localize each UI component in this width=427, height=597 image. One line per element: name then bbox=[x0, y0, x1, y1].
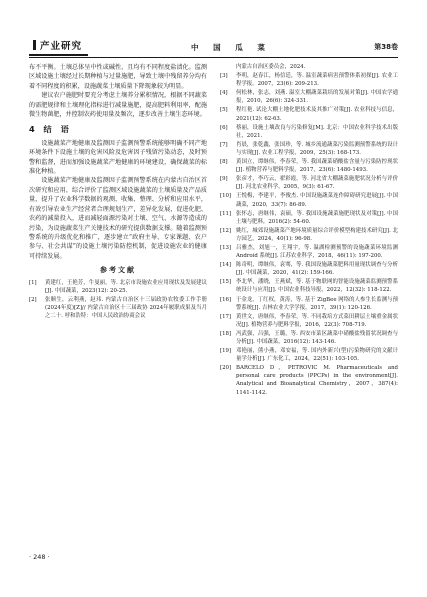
body-paragraph: 布不平衡。土壤总体呈中性或碱性，且均有不同程度盐渍化。监测区域设施土壤经过长期种植与过量施肥，导致土壤中残留养分均有着不同程度的积累，设施蔬菜土壤质量下降现象较为明显。 bbox=[29, 64, 207, 90]
reference-item bbox=[29, 296, 207, 320]
reference-text: 黄建红，王艳芳，牛曼丽，等. 北京市设施农业应用现状及发展建议[J]. 中国蔬菜，2023(12): 20-25. bbox=[45, 279, 207, 294]
reference-number: [11] bbox=[220, 210, 232, 217]
header-rule bbox=[29, 57, 398, 58]
reference-number: [13] bbox=[220, 244, 232, 251]
reference-item bbox=[220, 296, 398, 312]
page-number: · 248 · bbox=[29, 553, 50, 561]
reference-item bbox=[220, 364, 398, 396]
volume-label: 第38卷 bbox=[374, 43, 398, 51]
reference-text: 姚红，城郊设施蔬菜产地环境质量综合评价模型构建技术研究[J]. 北方园艺，2024，40(1): 96-98. bbox=[236, 227, 398, 242]
reference-text: 邓艳丽，熊小燕，邓安福，等. 国内外新兴(型)污染物研究的文献计量学分析[J]. 广东化工，2024，22(51): 103-105. bbox=[236, 348, 398, 363]
reference-list-left bbox=[29, 279, 207, 320]
reference-number: [12] bbox=[220, 227, 232, 234]
reference-item bbox=[220, 106, 398, 122]
references-title: 参考文献 bbox=[100, 266, 136, 275]
reference-text: 黄国立，谭继伟，李春荣，等. 我国蔬菜硝酸盐含量与污染防控现状[J]. 植物营养与肥料学报，2017，23(6): 1480-1493. bbox=[236, 159, 398, 174]
reference-number: [20] bbox=[220, 365, 232, 372]
reference-item bbox=[220, 175, 398, 191]
reference-item bbox=[220, 278, 398, 294]
reference-item bbox=[220, 63, 398, 71]
reference-number: [16] bbox=[220, 296, 232, 303]
reference-item bbox=[220, 124, 398, 140]
reference-text: 内蒙古自治区委员会，2024. bbox=[236, 64, 306, 70]
reference-item bbox=[220, 72, 398, 88]
section-tag-label: 产业研究 bbox=[40, 41, 83, 52]
reference-text: 李北华，潘晓，王燕斌，等. 基于物联网的智能设施蔬菜监测预警系统设计与应用[J]. 中国农业科技导报，2022，12(32): 118-122. bbox=[236, 279, 398, 294]
section-tag-bar bbox=[33, 40, 36, 50]
reference-number: [1] bbox=[29, 279, 37, 286]
reference-text: BARCELO D，PETROVIC M. Pharmaceuticals and personal care products (PPCPs) in the environment[J]. Analytical and Bioanalytical Chemistry，2007，387(4): 1141-1142. bbox=[236, 365, 398, 396]
reference-item bbox=[220, 244, 398, 260]
left-column bbox=[29, 63, 207, 321]
right-column bbox=[220, 63, 398, 398]
section-tag bbox=[29, 40, 88, 56]
reference-number: [18] bbox=[220, 330, 232, 337]
reference-text: 冯武强，吕强，王璐，等. 西安市菜区蔬菜中硝酸盐残留状况调查与分析[J]. 中国蔬菜，2016(12): 143-146. bbox=[236, 330, 398, 345]
reference-text: 蔡丽，设施土壤改良与污染修复[M]. 北京：中国农业科学技术出版社，2021. bbox=[236, 124, 398, 139]
reference-item bbox=[220, 330, 398, 346]
reference-text: 何松林，张志，刘燕. 温室大棚蔬菜栽培的发展对策[J]. 中国农学通报，2010，26(6): 324-331. bbox=[236, 90, 398, 105]
reference-number: [5] bbox=[220, 107, 228, 114]
reference-text: 张怀志，唐继伟，袁硕，等. 我国设施蔬菜施肥现状及对策[J]. 中国土壤与肥料，2016(2): 54-60. bbox=[236, 210, 398, 225]
reference-number: [17] bbox=[220, 313, 232, 320]
reference-text: 王悦梅，李建平，李俊杰. 中国设施蔬菜连作障碍研究进展[J]. 中国蔬菜，2020，33(7): 86-89. bbox=[236, 193, 398, 208]
body-paragraph: 建议农户施肥时要充分考虑土壤养分累积情况，根据不同蔬菜的需肥规律和土壤理化指标进行减量施肥，提高肥料利用率，配施微生物菌肥，并控制农药使用量及频次，逐步改善土壤生态环境。 bbox=[29, 92, 207, 119]
reference-list-right bbox=[220, 63, 398, 397]
reference-item bbox=[220, 89, 398, 105]
reference-text: 于金龙，丁红权，黄涛，等. 基于 ZigBee 网络的人参生长监测与预警系统[J]. 吉林农业大学学报，2017，39(1): 120-126. bbox=[236, 296, 398, 311]
reference-number: [10] bbox=[220, 193, 232, 200]
reference-item bbox=[29, 279, 207, 295]
reference-item bbox=[220, 141, 398, 157]
page-header bbox=[29, 40, 398, 56]
reference-item bbox=[220, 313, 398, 329]
reference-number: [14] bbox=[220, 262, 232, 269]
reference-text: 张顺生，云利燕，赵玮. 内蒙古自治区十三届政协农牧委工作手册(2024年度)[Z]// 内蒙古自治区十三届政协 2024年履职成果及当月之二十. 呼和浩特：中国人民政治协商会议 bbox=[45, 296, 207, 319]
reference-number: [8] bbox=[220, 159, 228, 166]
reference-number: [7] bbox=[220, 141, 228, 148]
conclusion-paragraph: 设施蔬菜产地健康及监测因子监测预警系统在内蒙古自治区首次研究和应用，综合评价了监测区域设施蔬菜的土壤质量及产品质量，提升了农业科学数据的观测、收集、整理、分析和应用水平，有效引导农业生产经营者合理规划生产，差异化发展，促进化肥、农药的减量投入，进而减轻面源污染对土壤、空气、水源等造成的污染，为设施蔬菜生产关键技术的研究提供数据支撑。随着监测预警系统的升级优化和推广，逐步建立“政府主导、专家课题、农户参与、社会共谋”的设施土壤污染防控机制，促进设施农业的健康可持续发展。 bbox=[29, 177, 207, 260]
reference-item bbox=[220, 347, 398, 363]
reference-number: [4] bbox=[220, 90, 228, 97]
reference-item bbox=[220, 158, 398, 174]
reference-text: 陈奇明，谭继伟，袁骞，等. 我国设施蔬菜肥料用量现状调查与分析[J]. 中国蔬菜，2020，41(2): 159-166. bbox=[236, 262, 398, 277]
section-heading-conclusion: 4 结 语 bbox=[29, 124, 72, 135]
reference-number: [15] bbox=[220, 279, 232, 286]
reference-text: 吕雅杰，刘旭一，王翔宇，等. 温湖检测预警的设施蔬菜环境监测 Android 系统[J]. 江苏农业科学，2018，46(11): 197-200. bbox=[236, 244, 398, 260]
reference-number: [6] bbox=[220, 124, 228, 131]
conclusion-paragraph: 设施蔬菜产地健康及监测因子监测预警系统能够明确不同产地环境条件下设施土壤的危害风险及危害因子残留污染动态，及时预警和监督，进而加强设施蔬菜产地健康的环境建设，确保蔬菜的标准化种植。 bbox=[29, 139, 207, 176]
reference-text: 李明，赵春江，杨信廷，等. 温室蔬菜病害预警体系初探[J]. 农业工程学报，2007，23(6): 209-213. bbox=[236, 73, 398, 88]
reference-item bbox=[220, 192, 398, 208]
journal-title: 中 国 瓜 菜 bbox=[191, 43, 271, 52]
reference-number: [19] bbox=[220, 348, 232, 355]
reference-text: 程红艳. 试论大棚土地化肥技术及其推广对策[J]. 农业科技与信息，2021(12): 62-63. bbox=[236, 107, 398, 122]
reference-number: [3] bbox=[220, 73, 228, 80]
reference-number: [9] bbox=[220, 176, 228, 183]
reference-item bbox=[220, 210, 398, 226]
reference-text: 张彦才，李巧云，翟彩霞，等. 河北省大棚蔬菜施肥状况分析与评价[J]. 河北农业科学，2005，9(3): 61-67. bbox=[236, 176, 398, 191]
reference-text: 黄世文，唐继伟，李春荣，等. 不同栽培方式菜田耕层土壤重金属状况[J]. 植物营养与肥料学报，2016，22(3): 708-719. bbox=[236, 313, 398, 328]
reference-text: 肖晨，张乾鑫，张国珍，等. 城乡流通蔬菜污染监测预警系统的设计与实现[J]. 农业工程学报，2009，25(3): 168-173. bbox=[236, 141, 398, 156]
reference-item bbox=[220, 227, 398, 243]
reference-item bbox=[220, 261, 398, 277]
reference-number: [2] bbox=[29, 296, 37, 303]
